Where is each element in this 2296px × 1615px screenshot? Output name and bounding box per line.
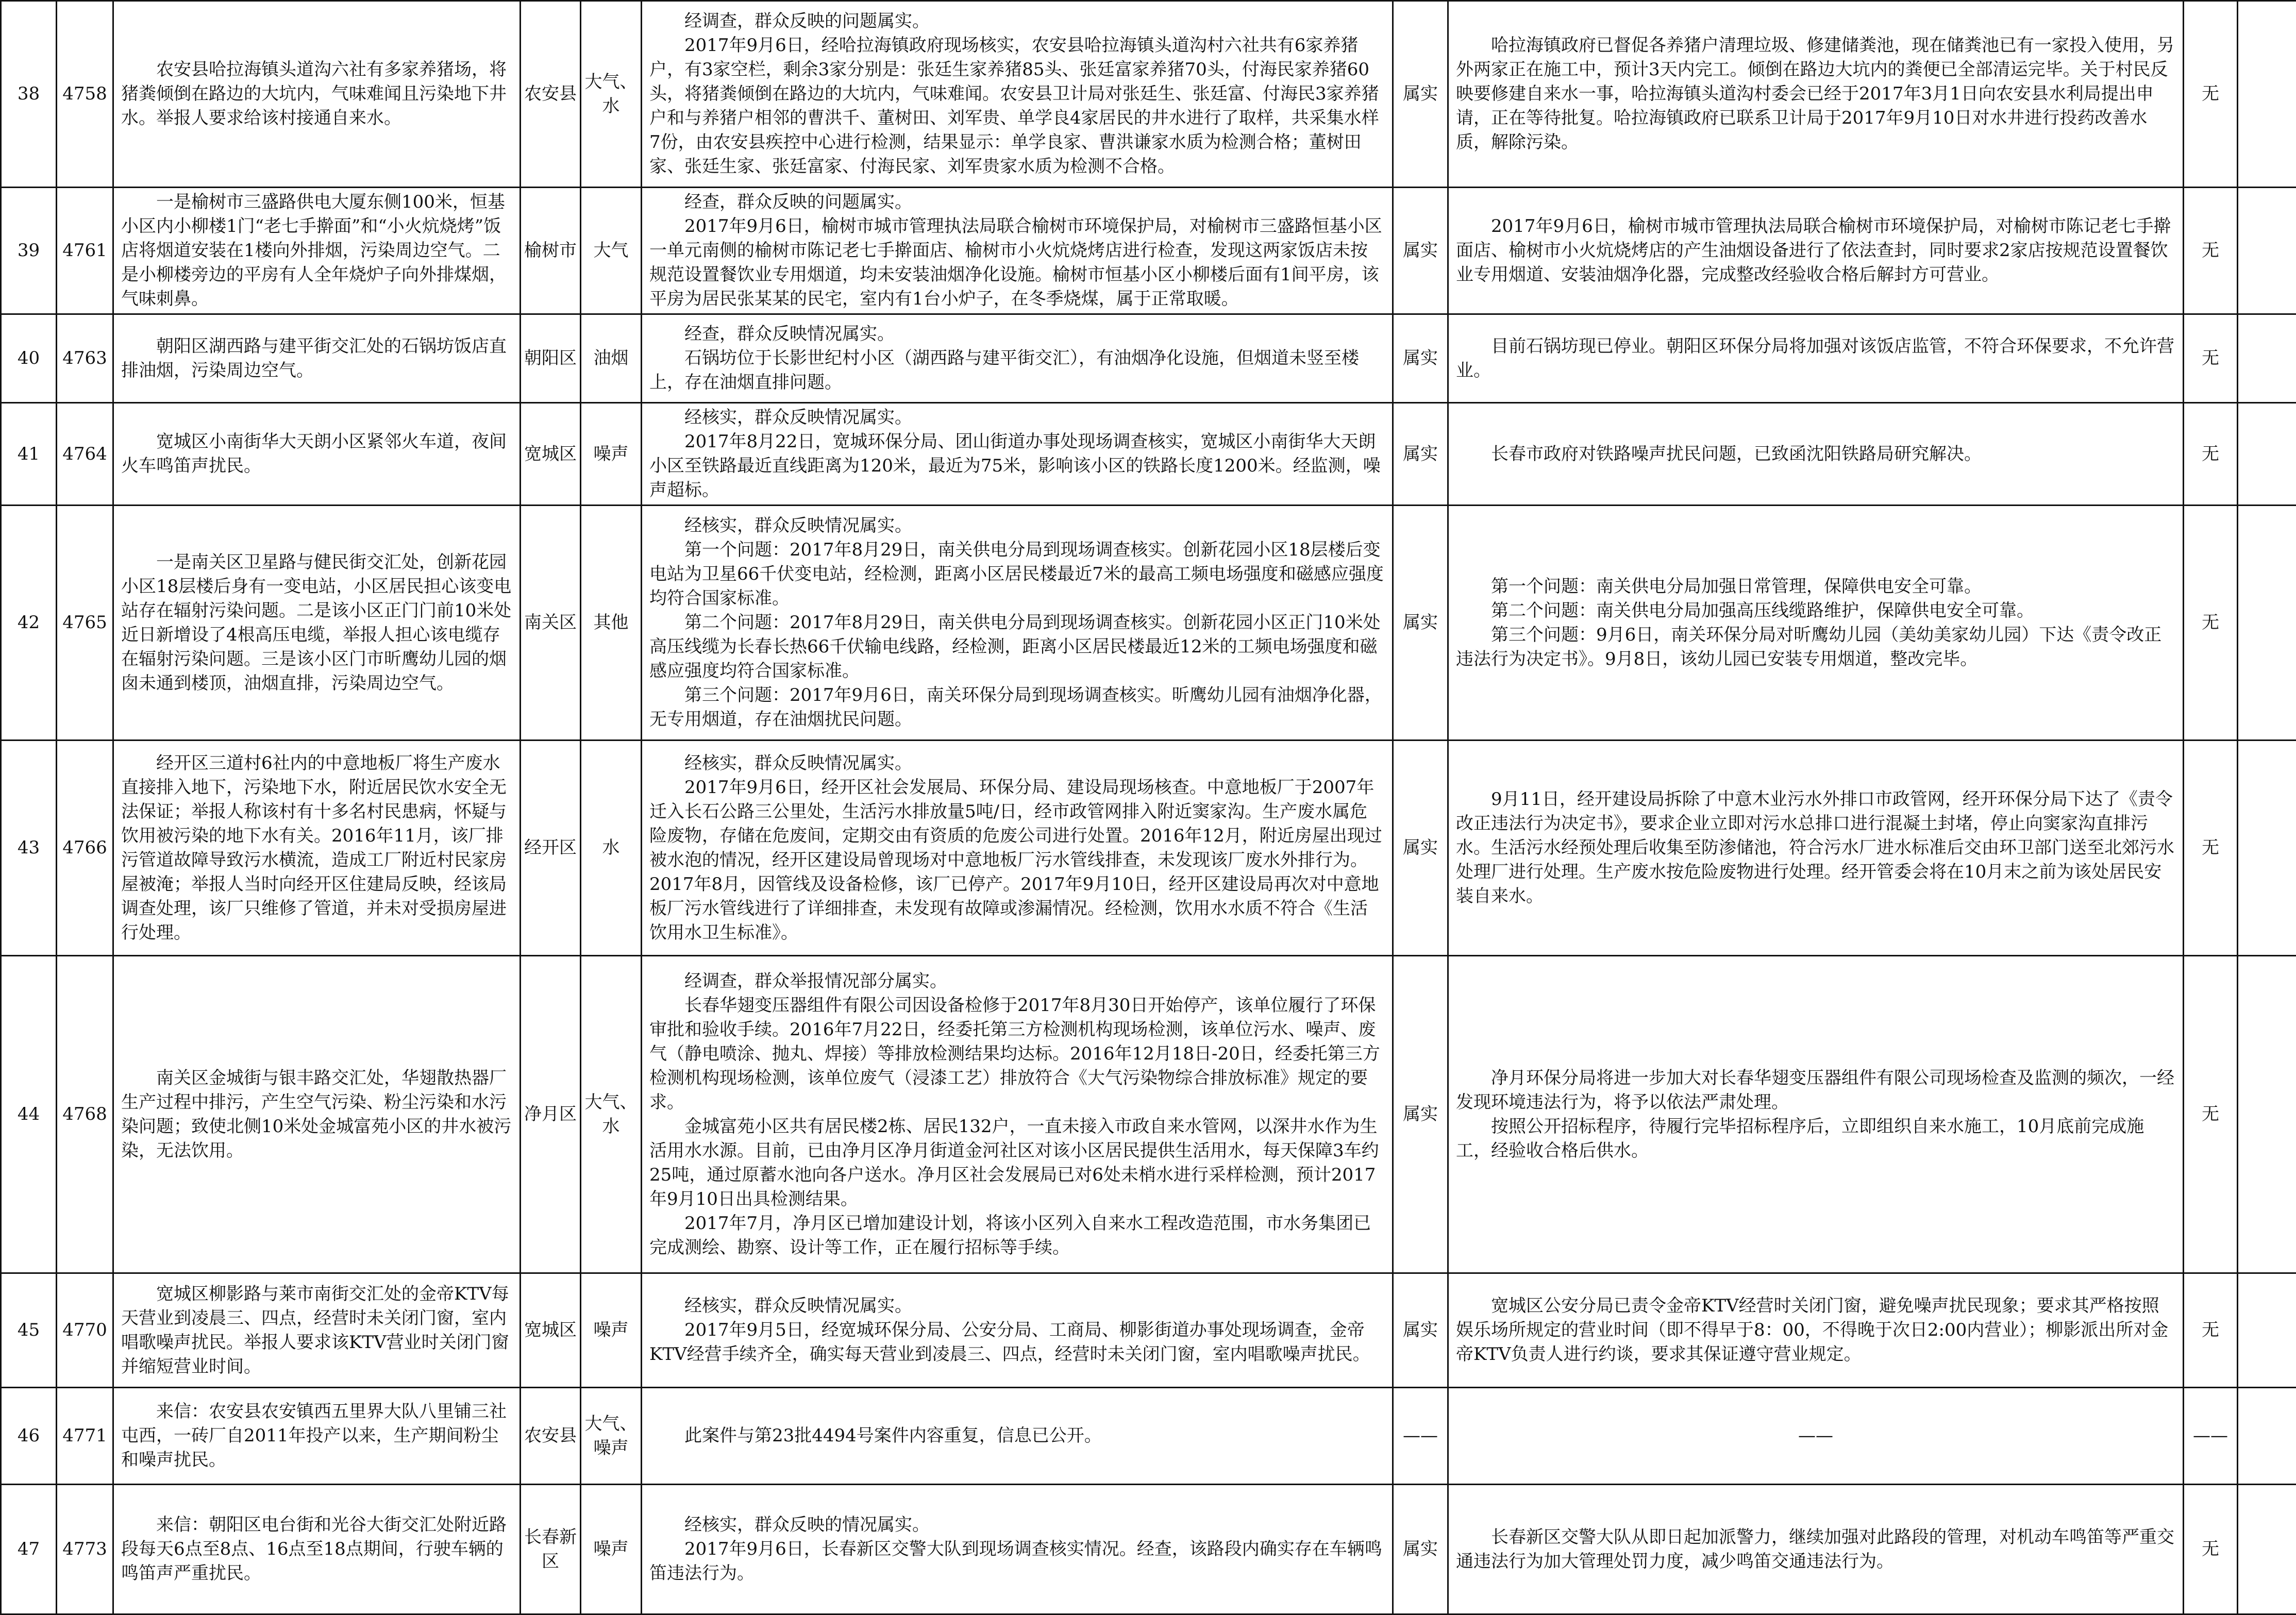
note-cell — [2238, 403, 2296, 506]
case-row — [1, 1273, 2296, 1388]
pollution-type: 其他 — [581, 506, 642, 741]
verdict-cell: 属实 — [1393, 956, 1448, 1273]
complaint-text — [113, 188, 521, 314]
result-text-paragraph: 第一个问题：南关供电分局加强日常管理，保障供电安全可靠。 — [1456, 575, 2175, 599]
case-number: 4761 — [57, 188, 113, 314]
result-text — [1448, 403, 2184, 506]
case-rows — [1, 1, 2296, 1614]
pollution-type: 大气、水 — [581, 956, 642, 1273]
accountability-cell: 无 — [2184, 403, 2238, 506]
complaint-text-paragraph: 南关区金城街与银丰路交汇处，华翅散热器厂生产过程中排污，产生空气污染、粉尘污染和水污染问题；致使北侧10米处金城富苑小区的井水被污染，无法饮用。 — [121, 1066, 512, 1163]
result-text — [1448, 956, 2184, 1273]
result-text-paragraph: 第三个问题：9月6日，南关环保分局对昕鹰幼儿园（美幼美家幼儿园）下达《责令改正违法行为决定书》。9月8日，该幼儿园已安装专用烟道，整改完毕。 — [1456, 623, 2175, 671]
investigation-text-paragraph: 第二个问题：2017年8月29日，南关供电分局到现场调查核实。创新花园小区正门10米处高压线缆为长春长热66千伏输电线路，经检测，距离小区居民楼最近12米的工频电场强度和磁感应强度均符合国家标准。 — [649, 611, 1385, 683]
result-text-paragraph: 目前石锅坊现已停业。朝阳区环保分局将加强对该饭店监管，不符合环保要求，不允许营业。 — [1456, 334, 2175, 383]
result-text-paragraph: 宽城区公安分局已责令金帝KTV经营时关闭门窗，避免噪声扰民现象；要求其严格按照娱乐场所规定的营业时间（即不得早于8：00，不得晚于次日2:00内营业）；柳影派出所对金帝KTV负责人进行约谈，要求其保证遵守营业规定。 — [1456, 1294, 2175, 1367]
case-number: 4771 — [57, 1388, 113, 1485]
complaint-text-paragraph: 朝阳区湖西路与建平街交汇处的石锅坊饭店直排油烟，污染周边空气。 — [121, 334, 512, 383]
row-number: 43 — [1, 741, 57, 956]
case-row — [1, 741, 2296, 956]
case-row — [1, 1, 2296, 188]
pollution-type: 大气、噪声 — [581, 1388, 642, 1485]
note-cell — [2238, 1485, 2296, 1614]
accountability-cell: 无 — [2184, 1485, 2238, 1614]
result-text-paragraph: 按照公开招标程序，待履行完毕招标程序后，立即组织自来水施工，10月底前完成施工，经验收合格后供水。 — [1456, 1115, 2175, 1163]
verdict-cell: 属实 — [1393, 1485, 1448, 1614]
verdict-cell: 属实 — [1393, 506, 1448, 741]
result-text-paragraph: 长春新区交警大队从即日起加派警力，继续加强对此路段的管理，对机动车鸣笛等严重交通违法行为加大管理处罚力度，减少鸣笛交通违法行为。 — [1456, 1525, 2175, 1574]
case-number: 4763 — [57, 314, 113, 403]
result-text-paragraph: 净月环保分局将进一步加大对长春华翅变压器组件有限公司现场检查及监测的频次，一经发现环境违法行为，将予以依法严肃处理。 — [1456, 1066, 2175, 1115]
investigation-text-paragraph: 经核实，群众反映情况属实。 — [649, 514, 1385, 538]
complaint-text-paragraph: 来信：农安县农安镇西五里界大队八里铺三社屯西，一砖厂自2011年投产以来，生产期间粉尘和噪声扰民。 — [121, 1400, 512, 1472]
investigation-text-paragraph: 石锅坊位于长影世纪村小区（湖西路与建平街交汇），有油烟净化设施，但烟道未竖至楼上，存在油烟直排问题。 — [649, 346, 1385, 395]
complaint-text-paragraph: 农安县哈拉海镇头道沟六社有多家养猪场，将猪粪倾倒在路边的大坑内，气味难闻且污染地下井水。举报人要求给该村接通自来水。 — [121, 58, 512, 130]
case-number: 4770 — [57, 1273, 113, 1388]
district-name: 朝阳区 — [521, 314, 581, 403]
district-name: 净月区 — [521, 956, 581, 1273]
row-number: 40 — [1, 314, 57, 403]
verdict-cell: 属实 — [1393, 1, 1448, 188]
result-text — [1448, 506, 2184, 741]
investigation-text — [642, 1273, 1393, 1388]
complaint-text — [113, 956, 521, 1273]
accountability-cell: 无 — [2184, 314, 2238, 403]
row-number: 44 — [1, 956, 57, 1273]
investigation-text — [642, 741, 1393, 956]
pollution-type: 噪声 — [581, 403, 642, 506]
complaint-text — [113, 741, 521, 956]
row-number: 41 — [1, 403, 57, 506]
case-row — [1, 314, 2296, 403]
complaint-text-paragraph: 一是南关区卫星路与健民街交汇处，创新花园小区18层楼后身有一变电站，小区居民担心该变电站存在辐射污染问题。二是该小区正门门前10米处近日新增设了4根高压电缆，举报人担心该电缆存在辐射污染问题。三是该小区门市昕鹰幼儿园的烟囱未通到楼顶，油烟直排，污染周边空气。 — [121, 550, 512, 696]
result-text — [1448, 314, 2184, 403]
complaint-text-paragraph: 经开区三道村6社内的中意地板厂将生产废水直接排入地下，污染地下水，附近居民饮水安全无法保证；举报人称该村有十多名村民患病，怀疑与饮用被污染的地下水有关。2016年11月，该厂排污管道故障导致污水横流，造成工厂附近村民家房屋被淹；举报人当时向经开区住建局反映，经该局调查处理，该厂只维修了管道，并未对受损房屋进行处理。 — [121, 751, 512, 945]
result-text — [1448, 1273, 2184, 1388]
complaint-text — [113, 1273, 521, 1388]
investigation-text — [642, 403, 1393, 506]
verdict-cell: 属实 — [1393, 403, 1448, 506]
case-number: 4764 — [57, 403, 113, 506]
result-text — [1448, 741, 2184, 956]
accountability-cell: 无 — [2184, 188, 2238, 314]
case-row — [1, 1388, 2296, 1485]
note-cell — [2238, 741, 2296, 956]
case-number: 4758 — [57, 1, 113, 188]
investigation-text-paragraph: 2017年9月6日，榆树市城市管理执法局联合榆树市环境保护局，对榆树市三盛路恒基小区一单元南侧的榆树市陈记老七手擀面店、榆树市小火炕烧烤店进行检查，发现这两家饭店未按规范设置餐饮业专用烟道，均未安装油烟净化设施。榆树市恒基小区小柳楼后面有1间平房，该平房为居民张某某的民宅，室内有1台小炉子，在冬季烧煤，属于正常取暖。 — [649, 214, 1385, 311]
row-number: 47 — [1, 1485, 57, 1614]
row-number: 39 — [1, 188, 57, 314]
investigation-text-paragraph: 经调查，群众反映的问题属实。 — [649, 9, 1385, 33]
verdict-cell: 属实 — [1393, 314, 1448, 403]
complaint-text-paragraph: 来信：朝阳区电台街和光谷大街交汇处附近路段每天6点至8点、16点至18点期间，行驶车辆的鸣笛声严重扰民。 — [121, 1513, 512, 1586]
district-name: 榆树市 — [521, 188, 581, 314]
investigation-text-paragraph: 2017年8月22日，宽城环保分局、团山街道办事处现场调查核实，宽城区小南街华大天朗小区至铁路最近直线距离为120米，最近为75米，影响该小区的铁路长度1200米。经监测，噪声超标。 — [649, 430, 1385, 502]
investigation-text-paragraph: 2017年7月，净月区已增加建设计划，将该小区列入自来水工程改造范围，市水务集团已完成测绘、勘察、设计等工作，正在履行招标等手续。 — [649, 1212, 1385, 1260]
complaint-text — [113, 314, 521, 403]
complaint-text — [113, 1388, 521, 1485]
accountability-cell: 无 — [2184, 1, 2238, 188]
accountability-cell: 无 — [2184, 506, 2238, 741]
row-number: 38 — [1, 1, 57, 188]
investigation-text-paragraph: 经核实，群众反映情况属实。 — [649, 751, 1385, 776]
note-cell — [2238, 1388, 2296, 1485]
result-text — [1448, 1, 2184, 188]
investigation-text-paragraph: 经调查，群众举报情况部分属实。 — [649, 969, 1385, 994]
district-name: 经开区 — [521, 741, 581, 956]
district-name: 宽城区 — [521, 403, 581, 506]
investigation-text-paragraph: 经核实，群众反映情况属实。 — [649, 1294, 1385, 1318]
pollution-type: 大气、水 — [581, 1, 642, 188]
note-cell — [2238, 1273, 2296, 1388]
note-cell — [2238, 314, 2296, 403]
row-number: 42 — [1, 506, 57, 741]
investigation-text-paragraph: 2017年9月6日，经哈拉海镇政府现场核实，农安县哈拉海镇头道沟村六社共有6家养猪户，有3家空栏，剩余3家分别是：张廷生家养猪85头、张廷富家养猪70头，付海民家养猪60头，将猪粪倾倒在路边的大坑内，气味难闻。农安县卫计局对张廷生、张廷富、付海民3家养猪户和与养猪户相邻的曹洪千、董树田、刘军贵、单学良4家居民的井水进行了取样，共采集水样7份，由农安县疾控中心进行检测，结果显示：单学良家、曹洪谦家水质为检测合格；董树田家、张廷生家、张廷富家、付海民家、刘军贵家水质为检测不合格。 — [649, 33, 1385, 179]
complaint-text — [113, 1, 521, 188]
pollution-type: 噪声 — [581, 1485, 642, 1614]
result-text-paragraph: 2017年9月6日，榆树市城市管理执法局联合榆树市环境保护局，对榆树市陈记老七手擀面店、榆树市小火炕烧烤店的产生油烟设备进行了依法查封，同时要求2家店按规范设置餐饮业专用烟道、安装油烟净化器，完成整改经验收合格后解封方可营业。 — [1456, 214, 2175, 287]
row-number: 45 — [1, 1273, 57, 1388]
investigation-text-paragraph: 经查，群众反映的问题属实。 — [649, 190, 1385, 214]
result-text-paragraph: 9月11日，经开建设局拆除了中意木业污水外排口市政管网，经开环保分局下达了《责令改正违法行为决定书》，要求企业立即对污水总排口进行混凝土封堵，停止向窦家沟直排污水。生活污水经预处理后收集至防渗储池，符合污水厂进水标准后交由环卫部门送至北郊污水处理厂进行处理。生产废水按危险废物进行处理。经开管委会将在10月末之前为该处居民安装自来水。 — [1456, 787, 2175, 909]
investigation-text-paragraph: 第一个问题：2017年8月29日，南关供电分局到现场调查核实。创新花园小区18层楼后变电站为卫星66千伏变电站，经检测，距离小区居民楼最近7米的最高工频电场强度和磁感应强度均符合国家标准。 — [649, 538, 1385, 611]
verdict-cell: 属实 — [1393, 1273, 1448, 1388]
verdict-cell: 属实 — [1393, 741, 1448, 956]
investigation-text-paragraph: 长春华翅变压器组件有限公司因设备检修于2017年8月30日开始停产，该单位履行了环保审批和验收手续。2016年7月22日，经委托第三方检测机构现场检测，该单位污水、噪声、废气（静电喷涂、抛丸、焊接）等排放检测结果均达标。2016年12月18日-20日，经委托第三方检测机构现场检测，该单位废气（浸漆工艺）排放符合《大气污染物综合排放标准》规定的要求。 — [649, 994, 1385, 1115]
case-number: 4766 — [57, 741, 113, 956]
complaint-text — [113, 403, 521, 506]
investigation-text — [642, 1, 1393, 188]
investigation-text-paragraph: 2017年9月5日，经宽城环保分局、公安分局、工商局、柳影街道办事处现场调查，金帝KTV经营手续齐全，确实每天营业到凌晨三、四点，经营时未关闭门窗，室内唱歌噪声扰民。 — [649, 1318, 1385, 1367]
accountability-cell: 无 — [2184, 741, 2238, 956]
case-number: 4773 — [57, 1485, 113, 1614]
result-text: —— — [1448, 1388, 2184, 1485]
complaint-text-paragraph: 宽城区小南街华大天朗小区紧邻火车道，夜间火车鸣笛声扰民。 — [121, 430, 512, 478]
note-cell — [2238, 956, 2296, 1273]
result-text-paragraph: 哈拉海镇政府已督促各养猪户清理垃圾、修建储粪池，现在储粪池已有一家投入使用，另外两家正在施工中，预计3天内完工。倾倒在路边大坑内的粪便已全部清运完毕。关于村民反映要修建自来水一事，哈拉海镇头道沟村委会已经于2017年3月1日向农安县水利局提出申请，正在等待批复。哈拉海镇政府已联系卫计局于2017年9月10日对水井进行投药改善水质，解除污染。 — [1456, 33, 2175, 155]
investigation-text — [642, 1485, 1393, 1614]
investigation-text — [642, 506, 1393, 741]
investigation-text — [642, 188, 1393, 314]
accountability-cell: —— — [2184, 1388, 2238, 1485]
note-cell — [2238, 188, 2296, 314]
result-text-paragraph: 第二个问题：南关供电分局加强高压线缆路维护，保障供电安全可靠。 — [1456, 599, 2175, 623]
verdict-cell: 属实 — [1393, 188, 1448, 314]
investigation-text-paragraph: 金城富苑小区共有居民楼2栋、居民132户，一直未接入市政自来水管网，以深井水作为生活用水水源。目前，已由净月区净月街道金河社区对该小区居民提供生活用水，每天保障3车约25吨，通过原蓄水池向各户送水。净月区社会发展局已对6处未梢水进行采样检测，预计2017年9月10日出具检测结果。 — [649, 1115, 1385, 1212]
investigation-text-paragraph: 第三个问题：2017年9月6日，南关环保分局到现场调查核实。昕鹰幼儿园有油烟净化器，无专用烟道，存在油烟扰民问题。 — [649, 683, 1385, 732]
note-cell — [2238, 1, 2296, 188]
complaint-text — [113, 1485, 521, 1614]
district-name: 宽城区 — [521, 1273, 581, 1388]
investigation-text-paragraph: 经查，群众反映情况属实。 — [649, 322, 1385, 346]
investigation-text-paragraph: 2017年9月6日，经开区社会发展局、环保分局、建设局现场核查。中意地板厂于2007年迁入长石公路三公里处，生活污水排放量5吨/日，经市政管网排入附近窦家沟。生产废水属危险废物，存储在危废间，定期交由有资质的危废公司进行处置。2016年12月，附近房屋出现过被水泡的情况，经开区建设局曾现场对中意地板厂污水管线排查，未发现该厂废水外排行为。2017年8月，因管线及设备检修，该厂已停产。2017年9月10日，经开区建设局再次对中意地板厂污水管线进行了详细排查，未发现有故障或渗漏情况。经检测，饮用水水质不符合《生活饮用水卫生标准》。 — [649, 776, 1385, 945]
result-text — [1448, 188, 2184, 314]
verdict-cell: —— — [1393, 1388, 1448, 1485]
district-name: 长春新区 — [521, 1485, 581, 1614]
investigation-text — [642, 1388, 1393, 1485]
investigation-text-paragraph: 经核实，群众反映情况属实。 — [649, 406, 1385, 430]
pollution-type: 水 — [581, 741, 642, 956]
pollution-type: 大气 — [581, 188, 642, 314]
pollution-type: 噪声 — [581, 1273, 642, 1388]
row-number: 46 — [1, 1388, 57, 1485]
investigation-text — [642, 956, 1393, 1273]
case-number: 4768 — [57, 956, 113, 1273]
district-name: 农安县 — [521, 1388, 581, 1485]
case-number: 4765 — [57, 506, 113, 741]
result-text-paragraph: 长春市政府对铁路噪声扰民问题，已致函沈阳铁路局研究解决。 — [1456, 442, 2175, 466]
complaint-text-paragraph: 一是榆树市三盛路供电大厦东侧100米，恒基小区内小柳楼1门“老七手擀面”和“小火炕烧烤”饭店将烟道安装在1楼向外排烟，污染周边空气。二是小柳楼旁边的平房有人全年烧炉子向外排煤烟，气味刺鼻。 — [121, 190, 512, 311]
district-name: 农安县 — [521, 1, 581, 188]
investigation-text-paragraph: 此案件与第23批4494号案件内容重复，信息已公开。 — [649, 1424, 1385, 1448]
note-cell — [2238, 506, 2296, 741]
result-text — [1448, 1485, 2184, 1614]
accountability-cell: 无 — [2184, 1273, 2238, 1388]
case-row — [1, 1485, 2296, 1614]
pollution-type: 油烟 — [581, 314, 642, 403]
complaint-text-paragraph: 宽城区柳影路与莱市南街交汇处的金帝KTV每天营业到凌晨三、四点，经营时未关闭门窗，室内唱歌噪声扰民。举报人要求该KTV营业时关闭门窗并缩短营业时间。 — [121, 1282, 512, 1379]
case-row — [1, 506, 2296, 741]
investigation-text-paragraph: 经核实，群众反映的情况属实。 — [649, 1513, 1385, 1537]
case-row — [1, 403, 2296, 506]
investigation-text-paragraph: 2017年9月6日，长春新区交警大队到现场调查核实情况。经查，该路段内确实存在车辆鸣笛违法行为。 — [649, 1537, 1385, 1586]
complaint-text — [113, 506, 521, 741]
case-row — [1, 188, 2296, 314]
district-name: 南关区 — [521, 506, 581, 741]
accountability-cell: 无 — [2184, 956, 2238, 1273]
investigation-text — [642, 314, 1393, 403]
case-row — [1, 956, 2296, 1273]
